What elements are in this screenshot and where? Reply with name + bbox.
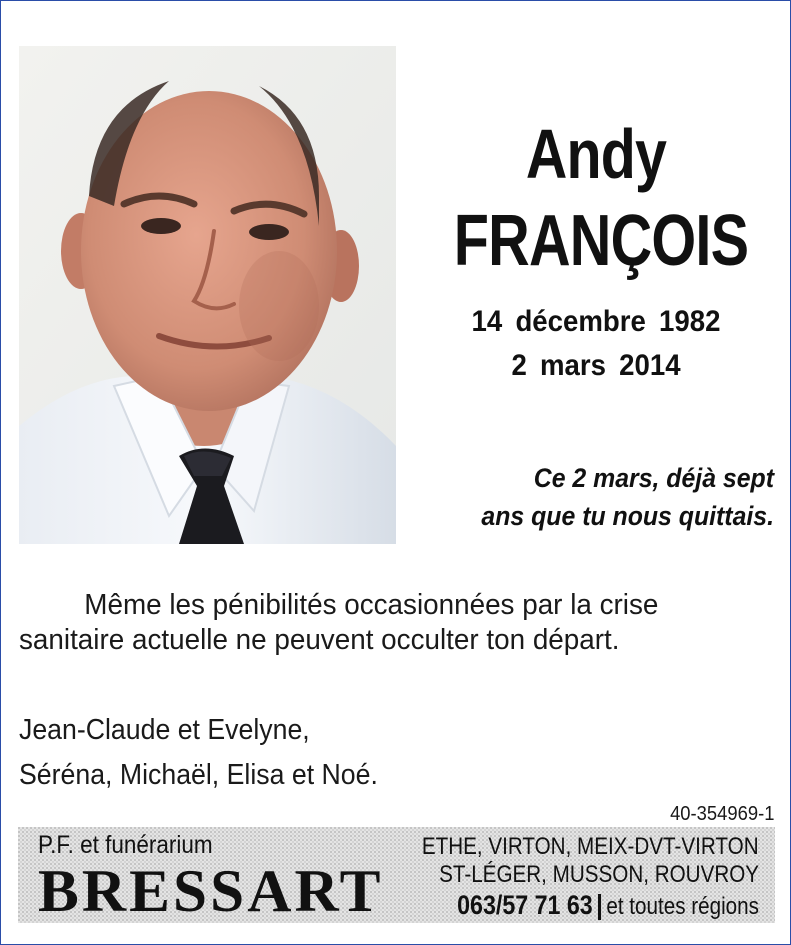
contact-line: [457, 891, 759, 919]
signers-line-2: Séréna, Michaël, Elisa et Noé.: [19, 759, 378, 791]
portrait-image: [19, 46, 396, 544]
first-name: Andy: [525, 115, 667, 193]
signers-line-1: Jean-Claude et Evelyne,: [19, 714, 310, 746]
quote-line-1: Ce 2 mars, déjà sept: [533, 463, 774, 493]
phone-number: 063/57 71 63: [457, 890, 593, 920]
birth-date: 14 décembre 1982: [471, 305, 721, 338]
funeral-home-label: P.F. et funérarium: [38, 831, 213, 859]
message-line-1: Même les pénibilités occasionnées par la crise: [84, 589, 659, 621]
quote-line-2: ans que tu nous quittais.: [481, 501, 774, 531]
last-name: FRANÇOIS: [453, 201, 749, 281]
message-line-2: sanitaire actuelle ne peuvent occulter ton départ.: [19, 624, 620, 656]
locations-line-1: ETHE, VIRTON, MEIX-DVT-VIRTON: [422, 833, 759, 860]
death-date: 2 mars 2014: [511, 349, 681, 382]
separator: |: [596, 889, 603, 920]
portrait-photo: [19, 46, 396, 544]
regions-text: et toutes régions: [606, 893, 759, 920]
locations-line-2: ST-LÉGER, MUSSON, ROUVROY: [439, 861, 759, 888]
funeral-home-brand: BRESSART: [38, 858, 384, 924]
reference-number: 40-354969-1: [669, 803, 774, 825]
funeral-home-banner: [18, 827, 775, 923]
